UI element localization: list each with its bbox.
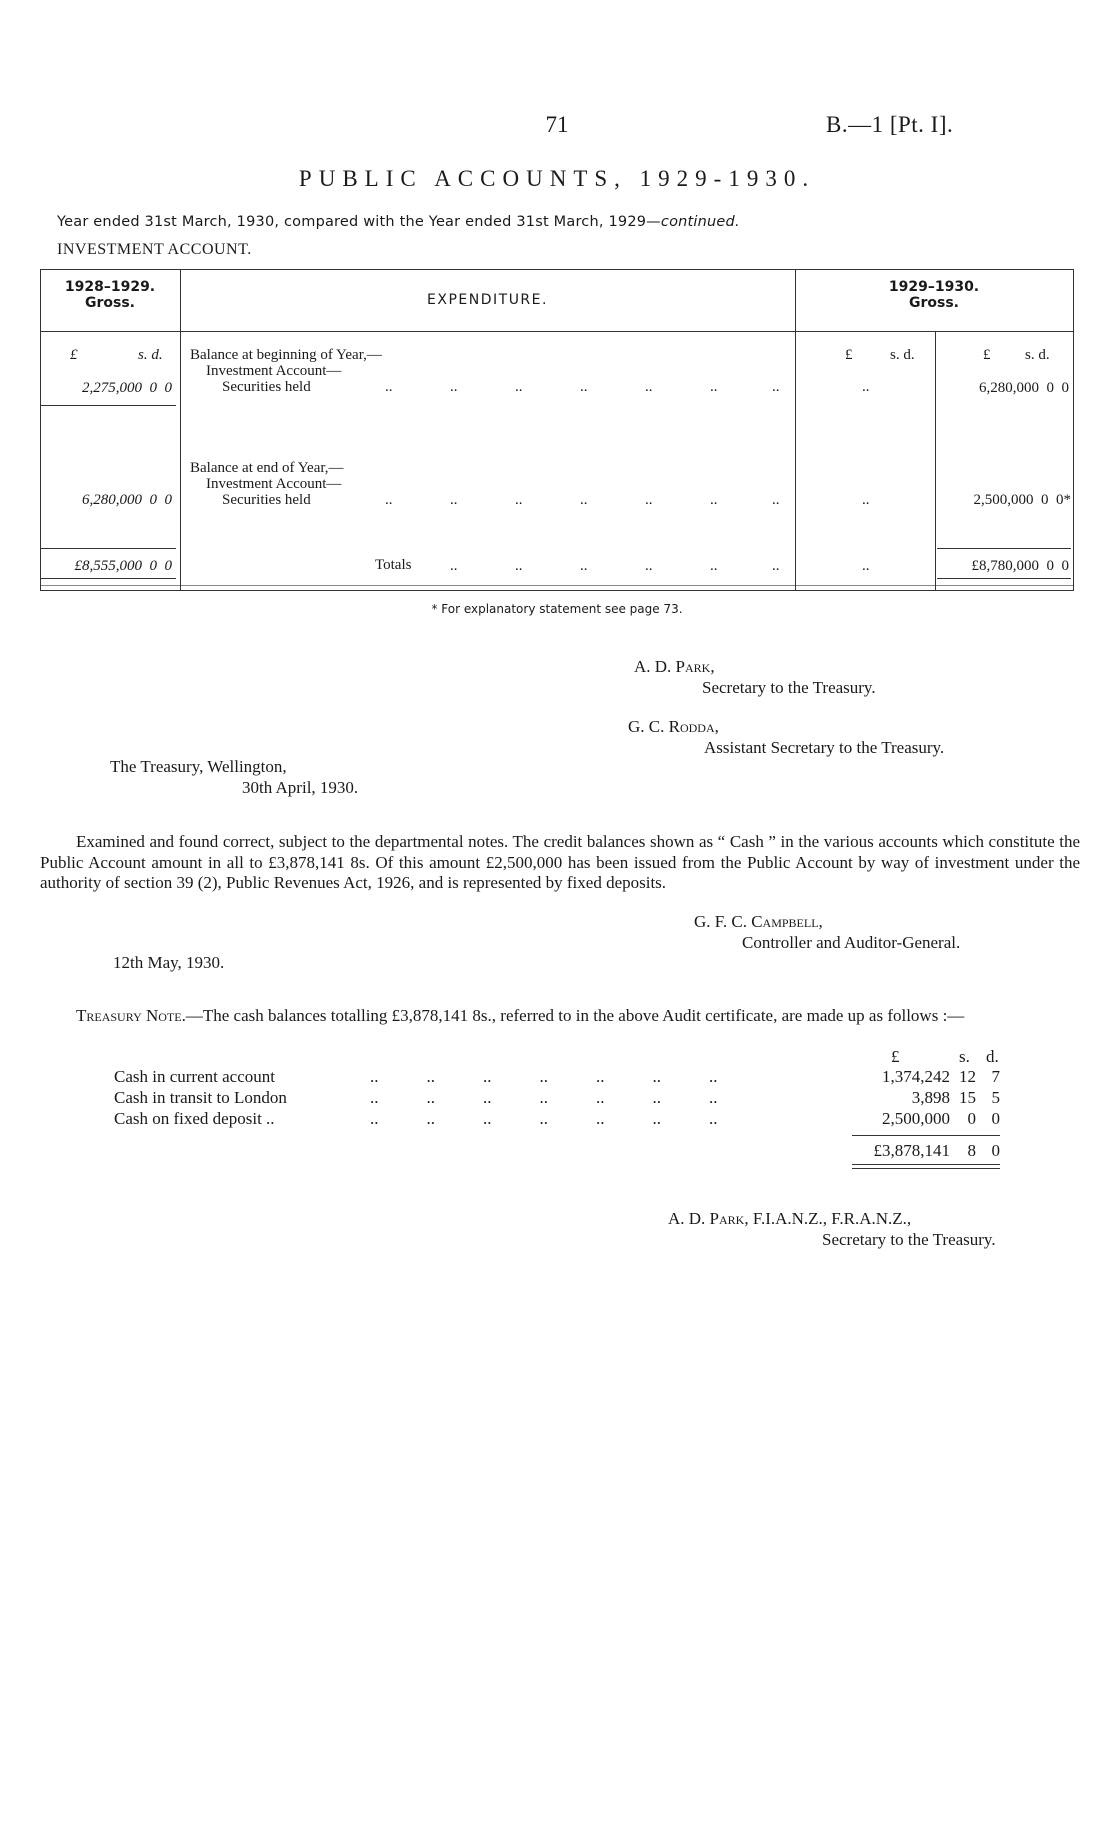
leader-dot: .. [709, 1088, 718, 1107]
right-units-sd: s. d. [1025, 347, 1050, 363]
audit-paragraph: Examined and found correct, subject to the departmental notes. The credit balances shown as “ Cash ” in the various accounts which constitute the Public Account amount in all to £3,878,141 8s. Of this amount £2,500,000 has been issued from the Public Account by way of investment under the authority of section 39 (2), Public Revenues Act, 1926, and is represented by fixed deposits. [40, 832, 1080, 892]
totals-right-amount: £8,780,000 0 0 [971, 558, 1069, 574]
leader-dot: .. [862, 492, 870, 508]
left-column-header [40, 279, 180, 311]
left-header-year: 1928–1929. [64, 279, 156, 295]
cash-row-leaders [370, 1088, 718, 1108]
total-rule-upper [852, 1164, 1000, 1165]
note-signature [668, 1209, 911, 1229]
rodda-signature [628, 717, 719, 737]
leader-dot: .. [772, 558, 780, 574]
leader-dot: .. [450, 558, 458, 574]
leader-dot: .. [710, 492, 718, 508]
leader-dot: .. [596, 1109, 605, 1128]
leader-dot: .. [483, 1088, 492, 1107]
row1-desc-line3: Securities held [222, 379, 311, 395]
cash-total-amount: £3,878,141 [873, 1141, 950, 1160]
cash-row-s: 0 [967, 1109, 976, 1128]
row2-desc-line2: Investment Account— [206, 476, 342, 492]
leader-dot: .. [596, 1088, 605, 1107]
right-header-gross: Gross. [909, 295, 959, 311]
leader-dot: .. [645, 492, 653, 508]
left-units-pound: £ [70, 347, 78, 363]
table-footnote: * For explanatory statement see page 73. [431, 602, 683, 616]
treasury-place: The Treasury, Wellington, [110, 757, 287, 776]
rodda-title: Assistant Secretary to the Treasury. [704, 738, 945, 757]
leader-dot: .. [710, 558, 718, 574]
leader-dot: .. [652, 1067, 661, 1086]
leader-dot: .. [450, 379, 458, 395]
auditor-name: G. F. C. Campbell, [694, 912, 823, 931]
leader-dot: .. [710, 379, 718, 395]
leader-dot: .. [652, 1088, 661, 1107]
leader-dot: .. [515, 558, 523, 574]
auditor-title: Controller and Auditor-General. [742, 933, 961, 952]
auditor-signature [694, 912, 823, 932]
cash-row-amount: 3,898 [911, 1088, 950, 1107]
page-title: PUBLIC ACCOUNTS, 1929-1930. [298, 166, 816, 191]
cash-row-amount: 1,374,242 [882, 1067, 950, 1086]
treasury-date: 30th April, 1930. [242, 778, 359, 797]
treasury-note [40, 1006, 1080, 1027]
subtitle-main: Year ended 31st March, 1930, compared with the Year ended 31st March, 1929— [57, 214, 661, 230]
row2-left-amount: 6,280,000 0 0 [82, 492, 172, 508]
total-rule-lower [852, 1168, 1000, 1169]
treasury-note-text: —The cash balances totalling £3,878,141 8s., referred to in the above Audit certificate, are made up as follows :— [185, 1006, 965, 1025]
left-units-sd: s. d. [138, 347, 163, 363]
leader-dot: .. [370, 1067, 379, 1086]
cash-row-d: 0 [991, 1109, 1000, 1128]
right-column-header [795, 279, 1073, 311]
right-units-pound: £ [983, 347, 991, 363]
note-signer: A. D. Park, F.I.A.N.Z., F.R.A.N.Z., [668, 1209, 912, 1228]
leader-dot: .. [652, 1109, 661, 1128]
leader-dot: .. [426, 1109, 435, 1128]
row1-desc-line1: Balance at beginning of Year,— [190, 347, 382, 363]
leader-dot: .. [370, 1088, 379, 1107]
leader-dot: .. [709, 1067, 718, 1086]
leader-dot: .. [862, 379, 870, 395]
row1-right-amount: 6,280,000 0 0 [979, 380, 1069, 396]
leader-dot: .. [580, 492, 588, 508]
cash-row-leaders [370, 1109, 718, 1129]
leader-dot: .. [385, 492, 393, 508]
leader-dot: .. [515, 379, 523, 395]
leader-dot: .. [539, 1067, 548, 1086]
cash-total-s: 8 [967, 1141, 976, 1160]
leader-dot: .. [539, 1109, 548, 1128]
row2-desc-line3: Securities held [222, 492, 311, 508]
row1-desc-line2: Investment Account— [206, 363, 342, 379]
right-header-year: 1929–1930. [888, 279, 980, 295]
leader-dot: .. [709, 1109, 718, 1128]
note-units-pound: £ [891, 1047, 900, 1066]
rodda-name: G. C. Rodda, [628, 717, 719, 736]
mid-units-sd: s. d. [890, 347, 915, 363]
leader-dot: .. [515, 492, 523, 508]
leader-dot: .. [772, 379, 780, 395]
leader-dot: .. [483, 1067, 492, 1086]
leader-dot: .. [772, 492, 780, 508]
cash-row-d: 5 [991, 1088, 1000, 1107]
leader-dot: .. [645, 558, 653, 574]
park-title: Secretary to the Treasury. [702, 678, 876, 697]
leader-dot: .. [580, 379, 588, 395]
leader-dot: .. [645, 379, 653, 395]
totals-left-amount: £8,555,000 0 0 [74, 558, 172, 574]
leader-dot: .. [370, 1109, 379, 1128]
cash-row-d: 7 [991, 1067, 1000, 1086]
subtotal-rule [852, 1135, 1000, 1136]
cash-row-label: Cash in current account [114, 1067, 275, 1086]
leader-dot: .. [596, 1067, 605, 1086]
cash-row-leaders [370, 1067, 718, 1087]
page-number: 71 [545, 112, 569, 137]
cash-total-d: 0 [991, 1141, 1000, 1160]
park-name: A. D. Park, [634, 657, 715, 676]
note-units-d: d. [986, 1047, 999, 1066]
mid-units-pound: £ [845, 347, 853, 363]
row2-right-amount: 2,500,000 0 0* [973, 492, 1071, 508]
leader-dot: .. [426, 1067, 435, 1086]
leader-dot: .. [539, 1088, 548, 1107]
totals-label: Totals [375, 557, 412, 573]
document-reference: B.—1 [Pt. I]. [826, 112, 954, 137]
subtitle [57, 214, 740, 230]
leader-dot: .. [385, 379, 393, 395]
leader-dot: .. [426, 1088, 435, 1107]
cash-row-s: 15 [959, 1088, 976, 1107]
note-units-s: s. [959, 1047, 970, 1066]
leader-dot: .. [862, 558, 870, 574]
note-signer-title: Secretary to the Treasury. [822, 1230, 996, 1249]
audit-date: 12th May, 1930. [113, 953, 225, 972]
leader-dot: .. [450, 492, 458, 508]
leader-dot: .. [580, 558, 588, 574]
cash-row-s: 12 [959, 1067, 976, 1086]
row1-left-amount: 2,275,000 0 0 [82, 380, 172, 396]
left-header-gross: Gross. [85, 295, 135, 311]
cash-row-label: Cash in transit to London [114, 1088, 287, 1107]
cash-row-label: Cash on fixed deposit .. [114, 1109, 275, 1128]
treasury-note-lead: Treasury Note. [76, 1006, 186, 1025]
expenditure-header: EXPENDITURE. [427, 292, 548, 308]
park-signature [634, 657, 715, 677]
row2-desc-line1: Balance at end of Year,— [190, 460, 344, 476]
leader-dot: .. [483, 1109, 492, 1128]
section-heading: INVESTMENT ACCOUNT. [57, 241, 252, 258]
subtitle-continued: continued. [660, 214, 740, 230]
cash-row-amount: 2,500,000 [882, 1109, 950, 1128]
